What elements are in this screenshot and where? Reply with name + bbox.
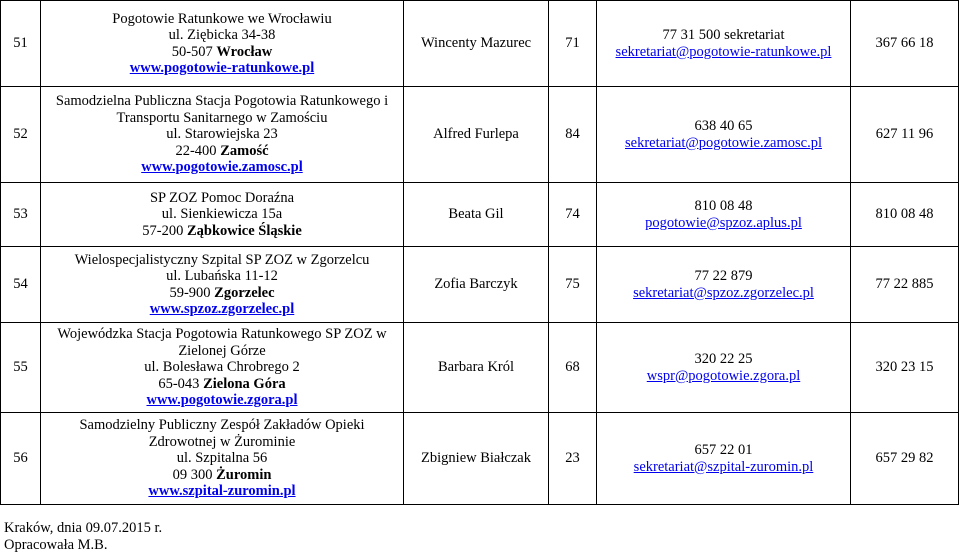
table-row: [1, 87, 959, 183]
institution-street: ul. Szpitalna 56: [176, 450, 268, 467]
place-date: Kraków, dnia 09.07.2015 r.: [4, 520, 163, 536]
contact-cell: [597, 183, 851, 247]
table-row: [1, 183, 959, 247]
author-note: Opracowała M.B.: [4, 537, 108, 553]
fax-number: 810 08 48: [851, 183, 959, 247]
table-row: [1, 247, 959, 323]
table-row: [1, 1, 959, 87]
director-number: 84: [549, 87, 597, 183]
document-footer: [4, 520, 162, 554]
director-number: 68: [549, 323, 597, 413]
director-name: Barbara Król: [404, 323, 549, 413]
phone-number: 77 22 879: [694, 268, 753, 284]
director-name: Zofia Barczyk: [404, 247, 549, 323]
institution-name: Wielospecjalistyczny Szpital SP ZOZ w Zgorzelcu: [74, 251, 370, 268]
institution-name: Zielonej Górze: [178, 342, 266, 359]
institution-website-link[interactable]: www.pogotowie-ratunkowe.pl: [129, 60, 315, 76]
row-number: 51: [1, 1, 41, 87]
email-link[interactable]: sekretariat@szpital-zuromin.pl: [633, 458, 814, 475]
institution-website-link[interactable]: www.pogotowie.zgora.pl: [146, 392, 298, 409]
contact-cell: [597, 413, 851, 505]
institution-city-line: 57-200 Ząbkowice Śląskie: [142, 222, 302, 239]
institution-cell: [41, 87, 404, 183]
institution-name: SP ZOZ Pomoc Doraźna: [149, 189, 295, 206]
institution-street: ul. Bolesława Chrobrego 2: [144, 359, 300, 376]
institution-website-link[interactable]: www.spzoz.zgorzelec.pl: [149, 301, 295, 317]
director-number: 75: [549, 247, 597, 323]
institution-city-line: 65-043 Zielona Góra: [158, 375, 286, 392]
director-name: Wincenty Mazurec: [404, 1, 549, 87]
institution-city-line: 50-507 Wrocław: [171, 43, 273, 60]
row-number: 53: [1, 183, 41, 247]
director-name: Alfred Furlepa: [404, 87, 549, 183]
institution-city-line: 09 300 Żuromin: [172, 466, 272, 483]
fax-number: 367 66 18: [851, 1, 959, 87]
institution-cell: [41, 247, 404, 323]
row-number: 52: [1, 87, 41, 183]
institution-website-link[interactable]: www.pogotowie.zamosc.pl: [141, 159, 303, 176]
table-row: [1, 413, 959, 505]
institution-cell: [41, 323, 404, 413]
director-name: Zbigniew Białczak: [404, 413, 549, 505]
institution-name: Samodzielny Publiczny Zespół Zakładów Opieki: [79, 417, 365, 434]
institution-website-link[interactable]: www.szpital-zuromin.pl: [148, 483, 296, 500]
contact-cell: [597, 247, 851, 323]
contact-cell: [597, 1, 851, 87]
email-link[interactable]: sekretariat@pogotowie-ratunkowe.pl: [615, 43, 832, 60]
director-number: 23: [549, 413, 597, 505]
institution-street: ul. Sienkiewicza 15a: [161, 206, 283, 223]
email-link[interactable]: sekretariat@spzoz.zgorzelec.pl: [633, 284, 814, 301]
institution-cell: [41, 1, 404, 87]
contact-cell: [597, 323, 851, 413]
table-row: [1, 323, 959, 413]
institution-street: ul. Lubańska 11-12: [166, 268, 278, 284]
director-number: 71: [549, 1, 597, 87]
email-link[interactable]: wspr@pogotowie.zgora.pl: [646, 367, 801, 384]
contact-cell: [597, 87, 851, 183]
fax-number: 627 11 96: [851, 87, 959, 183]
director-number: 74: [549, 183, 597, 247]
phone-number: 810 08 48: [694, 198, 753, 214]
phone-number: 638 40 65: [694, 118, 753, 134]
row-number: 56: [1, 413, 41, 505]
institution-name: Transportu Sanitarnego w Zamościu: [116, 109, 328, 126]
email-link[interactable]: sekretariat@pogotowie.zamosc.pl: [625, 134, 822, 151]
institution-name: Wojewódzka Stacja Pogotowia Ratunkowego SP ZOZ w: [57, 326, 387, 343]
phone-number: 320 22 25: [694, 351, 753, 367]
institution-street: ul. Starowiejska 23: [166, 126, 278, 143]
institution-city-line: 22-400 Zamość: [175, 142, 269, 159]
institution-name: Pogotowie Ratunkowe we Wrocławiu: [112, 10, 332, 27]
phone-number: 657 22 01: [694, 442, 753, 458]
fax-number: 657 29 82: [851, 413, 959, 505]
fax-number: 77 22 885: [851, 247, 959, 323]
email-link[interactable]: pogotowie@spzoz.aplus.pl: [645, 214, 802, 231]
institution-street: ul. Ziębicka 34-38: [168, 27, 276, 43]
phone-number: 77 31 500 sekretariat: [662, 27, 785, 43]
fax-number: 320 23 15: [851, 323, 959, 413]
row-number: 54: [1, 247, 41, 323]
institution-cell: [41, 413, 404, 505]
director-name: Beata Gil: [404, 183, 549, 247]
institution-city-line: 59-900 Zgorzelec: [169, 284, 275, 301]
row-number: 55: [1, 323, 41, 413]
institution-name: Samodzielna Publiczna Stacja Pogotowia Ratunkowego i: [55, 93, 389, 110]
institution-name: Zdrowotnej w Żurominie: [148, 433, 296, 450]
institution-cell: [41, 183, 404, 247]
